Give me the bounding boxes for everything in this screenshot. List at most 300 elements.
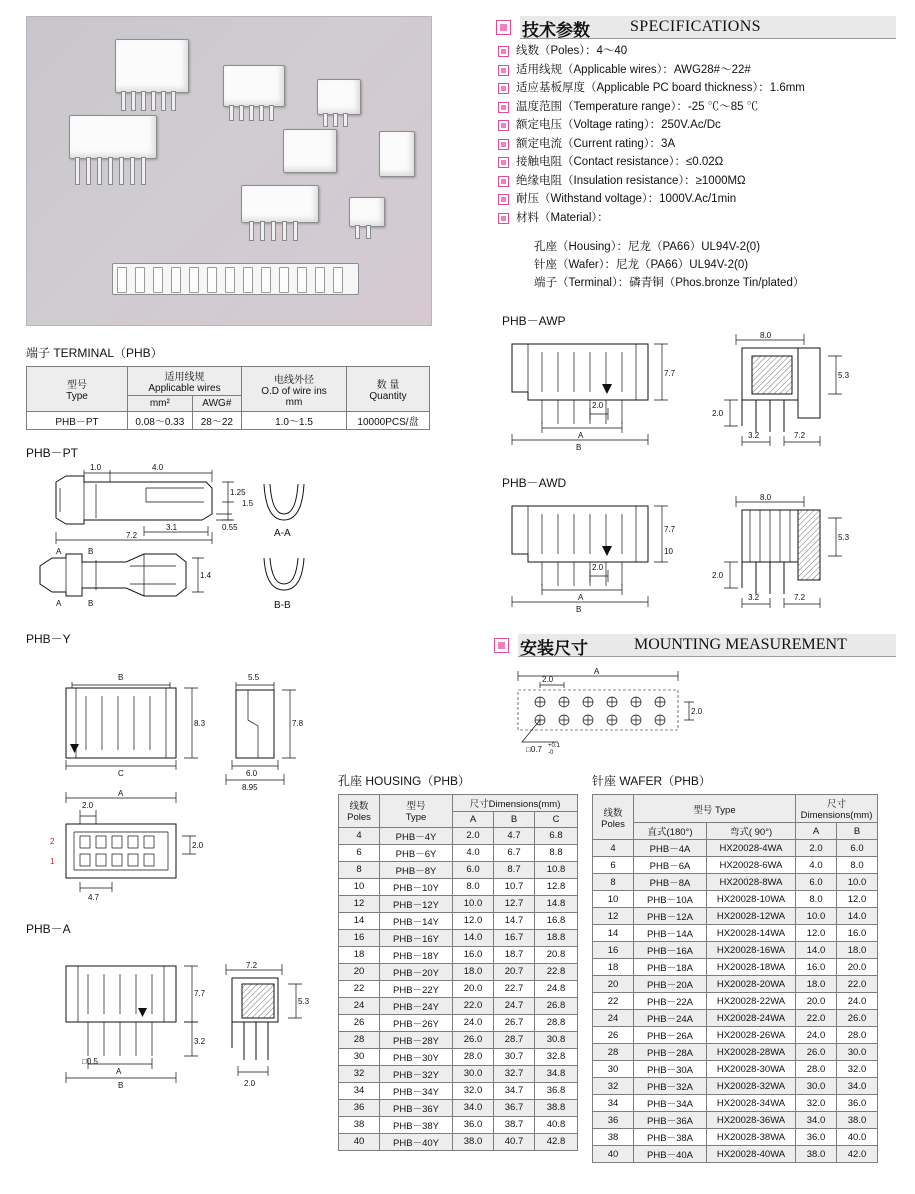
table-row: [593, 925, 878, 942]
cell-a: 2.0: [453, 827, 494, 844]
pink-square-icon: [496, 20, 511, 35]
spec-item: [498, 81, 908, 95]
cell-c: 6.8: [535, 827, 578, 844]
table-row: [593, 1078, 878, 1095]
spec-item: [498, 211, 908, 225]
cell-a: 28.0: [796, 1061, 837, 1078]
cell-poles: 34: [339, 1082, 380, 1099]
cell-c: 16.8: [535, 912, 578, 929]
table-row: [593, 891, 878, 908]
cell-awg: 28～22: [192, 412, 241, 430]
cell-poles: 40: [339, 1133, 380, 1150]
cell-od: 1.0～1.5: [242, 412, 347, 430]
spec-item: [498, 137, 908, 151]
cell-type: PHB－12Y: [380, 895, 453, 912]
cell-b: 32.7: [494, 1065, 535, 1082]
specifications-header: [494, 14, 896, 40]
spec-text: 额定电流（Current rating）：3A: [516, 137, 676, 150]
cell-a: 6.0: [453, 861, 494, 878]
table-row: [593, 840, 878, 857]
cell-straight: PHB－38A: [634, 1129, 707, 1146]
cell-b: 8.0: [837, 857, 878, 874]
cell-a: 34.0: [796, 1112, 837, 1129]
table-row: [593, 1061, 878, 1078]
cell-c: 20.8: [535, 946, 578, 963]
cell-bent: HX20028-28WA: [707, 1044, 796, 1061]
svg-text:5.3: 5.3: [838, 371, 850, 380]
svg-text:7.7: 7.7: [194, 989, 206, 998]
th-mm2: mm²: [128, 396, 193, 412]
material-lines: [534, 238, 804, 292]
cell-bent: HX20028-16WA: [707, 942, 796, 959]
cell-b: 20.0: [837, 959, 878, 976]
cell-b: 12.0: [837, 891, 878, 908]
cell-b: 30.7: [494, 1048, 535, 1065]
th-poles: 线数 Poles: [593, 795, 634, 840]
cell-poles: 32: [593, 1078, 634, 1095]
cell-b: 36.7: [494, 1099, 535, 1116]
cell-straight: PHB－14A: [634, 925, 707, 942]
cell-poles: 16: [593, 942, 634, 959]
cell-poles: 10: [339, 878, 380, 895]
cell-poles: 28: [593, 1044, 634, 1061]
cell-c: 34.8: [535, 1065, 578, 1082]
bullet-square-icon: [498, 213, 509, 224]
phb-pt-label: PHB－PT: [26, 446, 79, 460]
cell-a: 4.0: [453, 844, 494, 861]
table-row: [339, 912, 578, 929]
cell-poles: 10: [593, 891, 634, 908]
cell-bent: HX20028-4WA: [707, 840, 796, 857]
spec-text: 适用线规（Applicable wires）：AWG28#～22#: [516, 63, 751, 76]
cell-a: 26.0: [453, 1031, 494, 1048]
spec-item: [498, 155, 908, 169]
cell-a: 8.0: [453, 878, 494, 895]
th-b: B: [837, 823, 878, 840]
cell-poles: 24: [593, 1010, 634, 1027]
svg-text:-0: -0: [548, 750, 554, 756]
cell-type: PHB－32Y: [380, 1065, 453, 1082]
cell-straight: PHB－18A: [634, 959, 707, 976]
th-a: A: [796, 823, 837, 840]
svg-text:1.5: 1.5: [242, 499, 254, 508]
cell-type: PHB－18Y: [380, 946, 453, 963]
cell-bent: HX20028-32WA: [707, 1078, 796, 1095]
cell-a: 2.0: [796, 840, 837, 857]
cell-c: 38.8: [535, 1099, 578, 1116]
table-row: [593, 942, 878, 959]
th-a: A: [453, 812, 494, 828]
cell-poles: 28: [339, 1031, 380, 1048]
cell-bent: HX20028-30WA: [707, 1061, 796, 1078]
cell-a: 30.0: [453, 1065, 494, 1082]
cell-c: 30.8: [535, 1031, 578, 1048]
cell-c: 12.8: [535, 878, 578, 895]
cell-poles: 6: [593, 857, 634, 874]
svg-text:4.7: 4.7: [88, 893, 100, 902]
table-row: [593, 1129, 878, 1146]
cell-bent: HX20028-12WA: [707, 908, 796, 925]
cell-straight: PHB－36A: [634, 1112, 707, 1129]
cell-straight: PHB－22A: [634, 993, 707, 1010]
spec-item: [498, 192, 908, 206]
cell-poles: 14: [339, 912, 380, 929]
spec-text: 线数（Poles）：4～40: [516, 45, 628, 57]
cell-a: 36.0: [796, 1129, 837, 1146]
cell-type: PHB－10Y: [380, 878, 453, 895]
material-wafer: 针座（Wafer）：尼龙（PA66）UL94V-2(0): [534, 259, 749, 271]
cell-bent: HX20028-22WA: [707, 993, 796, 1010]
table-row: [593, 1146, 878, 1163]
cell-b: 26.0: [837, 1010, 878, 1027]
cell-type: PHB－34Y: [380, 1082, 453, 1099]
cell-b: 38.0: [837, 1112, 878, 1129]
svg-text:B: B: [88, 599, 94, 608]
table-row: [339, 946, 578, 963]
phb-awp-drawing: [498, 330, 898, 450]
phb-awd-label: PHB－AWD: [502, 476, 567, 490]
th-straight: 直式(180°): [634, 823, 707, 840]
svg-text:8.0: 8.0: [760, 493, 772, 502]
cell-straight: PHB－8A: [634, 874, 707, 891]
spec-item: [498, 174, 908, 188]
table-row: [593, 1010, 878, 1027]
cell-poles: 36: [593, 1112, 634, 1129]
cell-b: 22.7: [494, 980, 535, 997]
cell-a: 20.0: [453, 980, 494, 997]
cell-bent: HX20028-36WA: [707, 1112, 796, 1129]
table-row: [593, 1027, 878, 1044]
cell-straight: PHB－6A: [634, 857, 707, 874]
svg-text:A: A: [578, 431, 584, 440]
phb-a-label: PHB－A: [26, 922, 71, 936]
cell-poles: 12: [339, 895, 380, 912]
cell-a: 38.0: [453, 1133, 494, 1150]
spec-text: 温度范围（Temperature range）：-25 ℃～85 ℃: [516, 100, 759, 113]
cell-poles: 38: [339, 1116, 380, 1133]
cell-type: PHB－38Y: [380, 1116, 453, 1133]
spec-text: 耐压（Withstand voltage）：1000V.Ac/1min: [516, 193, 737, 205]
spec-text: 材料（Material）：: [516, 211, 609, 224]
cell-b: 30.0: [837, 1044, 878, 1061]
svg-text:B: B: [576, 443, 582, 450]
cell-a: 16.0: [453, 946, 494, 963]
cell-a: 24.0: [453, 1014, 494, 1031]
cell-poles: 22: [593, 993, 634, 1010]
spec-text: 绝缘电阻（Insulation resistance）：≥1000MΩ: [516, 174, 746, 187]
svg-text:2.0: 2.0: [712, 409, 724, 418]
cell-poles: 38: [593, 1129, 634, 1146]
spec-item: [498, 63, 908, 77]
svg-text:A: A: [56, 599, 62, 608]
specifications-title-cn: 技术参数: [522, 21, 590, 40]
cell-straight: PHB－10A: [634, 891, 707, 908]
table-row: [593, 874, 878, 891]
table-row: [593, 959, 878, 976]
cell-b: 12.7: [494, 895, 535, 912]
table-row: [339, 929, 578, 946]
cell-poles: 18: [339, 946, 380, 963]
cell-b: 26.7: [494, 1014, 535, 1031]
th-dims: 尺寸Dimensions(mm): [453, 795, 578, 812]
svg-text:5.3: 5.3: [838, 533, 850, 542]
phb-awd-drawing: [498, 492, 898, 612]
spec-item: [498, 100, 908, 114]
cell-c: 42.8: [535, 1133, 578, 1150]
cell-poles: 30: [593, 1061, 634, 1078]
svg-text:8.3: 8.3: [194, 719, 206, 728]
cell-bent: HX20028-18WA: [707, 959, 796, 976]
cell-c: 28.8: [535, 1014, 578, 1031]
svg-text:7.2: 7.2: [794, 593, 806, 602]
cell-b: 6.7: [494, 844, 535, 861]
svg-text:7.8: 7.8: [292, 719, 304, 728]
cell-bent: HX20028-6WA: [707, 857, 796, 874]
bullet-square-icon: [498, 120, 509, 131]
spec-text: 适应基板厚度（Applicable PC board thickness）：1.6mm: [516, 82, 805, 94]
cell-b: 8.7: [494, 861, 535, 878]
table-row: [339, 1099, 578, 1116]
cell-a: 22.0: [453, 997, 494, 1014]
cell-poles: 26: [593, 1027, 634, 1044]
svg-text:B: B: [88, 547, 94, 556]
table-row: [339, 997, 578, 1014]
cell-poles: 4: [339, 827, 380, 844]
table-row: [339, 963, 578, 980]
cell-straight: PHB－34A: [634, 1095, 707, 1112]
cell-mm2: 0.08～0.33: [128, 412, 193, 430]
svg-text:2: 2: [50, 837, 55, 846]
svg-text:□0.5: □0.5: [82, 1057, 98, 1066]
cell-poles: 20: [593, 976, 634, 993]
svg-text:7.2: 7.2: [246, 961, 258, 970]
cell-c: 26.8: [535, 997, 578, 1014]
cell-c: 24.8: [535, 980, 578, 997]
cell-type: PHB－36Y: [380, 1099, 453, 1116]
cell-b: 18.7: [494, 946, 535, 963]
specifications-title-en: SPECIFICATIONS: [630, 18, 761, 35]
cell-a: 30.0: [796, 1078, 837, 1095]
cell-b: 16.0: [837, 925, 878, 942]
cell-poles: 8: [593, 874, 634, 891]
cell-a: 24.0: [796, 1027, 837, 1044]
cell-b: 22.0: [837, 976, 878, 993]
cell-bent: HX20028-8WA: [707, 874, 796, 891]
th-b: B: [494, 812, 535, 828]
cell-poles: 36: [339, 1099, 380, 1116]
phb-y-drawing: [26, 648, 326, 908]
svg-text:6.0: 6.0: [246, 769, 258, 778]
svg-text:B: B: [118, 1081, 124, 1090]
svg-text:2.0: 2.0: [712, 571, 724, 580]
cell-a: 32.0: [453, 1082, 494, 1099]
cell-a: 4.0: [796, 857, 837, 874]
th-wires: 适用线规 Applicable wires: [128, 367, 242, 396]
cell-b: 20.7: [494, 963, 535, 980]
table-row: [339, 1133, 578, 1150]
table-row: [593, 993, 878, 1010]
th-poles: 线数 Poles: [339, 795, 380, 828]
cell-a: 12.0: [453, 912, 494, 929]
cell-b: 42.0: [837, 1146, 878, 1163]
table-row: [593, 1044, 878, 1061]
phb-awp-label: PHB－AWP: [502, 314, 566, 328]
table-row: [593, 976, 878, 993]
cell-b: 32.0: [837, 1061, 878, 1078]
cell-b: 14.7: [494, 912, 535, 929]
table-row: [339, 1065, 578, 1082]
wafer-table-label: 针座 WAFER（PHB）: [592, 774, 711, 788]
svg-text:7.7: 7.7: [664, 525, 676, 534]
cell-poles: 12: [593, 908, 634, 925]
th-od: 电线外径 O.D of wire ins mm: [242, 367, 347, 412]
svg-text:4.0: 4.0: [152, 463, 164, 472]
table-row: [339, 861, 578, 878]
bullet-square-icon: [498, 176, 509, 187]
cell-poles: 20: [339, 963, 380, 980]
cell-type: PHB－6Y: [380, 844, 453, 861]
th-bent: 弯式( 90°): [707, 823, 796, 840]
spec-text: 接触电阻（Contact resistance）：≤0.02Ω: [516, 156, 724, 168]
svg-text:10: 10: [664, 547, 673, 556]
cell-a: 18.0: [453, 963, 494, 980]
mounting-header: [492, 632, 896, 658]
cell-straight: PHB－16A: [634, 942, 707, 959]
cell-a: 26.0: [796, 1044, 837, 1061]
terminal-strip: [112, 263, 359, 295]
table-row: [593, 857, 878, 874]
material-terminal: 端子（Terminal）：磷青铜（Phos.bronze Tin/plated）: [534, 277, 805, 289]
svg-text:3.2: 3.2: [748, 593, 760, 602]
table-row: [339, 1031, 578, 1048]
cell-bent: HX20028-26WA: [707, 1027, 796, 1044]
svg-text:A: A: [578, 593, 584, 602]
cell-type: PHB－24Y: [380, 997, 453, 1014]
cell-straight: PHB－30A: [634, 1061, 707, 1078]
cell-b: 10.7: [494, 878, 535, 895]
cell-type: PHB－16Y: [380, 929, 453, 946]
housing-table: [338, 794, 578, 1151]
wafer-table: [592, 794, 878, 1163]
cell-type: PHB－4Y: [380, 827, 453, 844]
cell-poles: 40: [593, 1146, 634, 1163]
table-row: [339, 1014, 578, 1031]
spec-item: [498, 44, 908, 58]
th-awg: AWG#: [192, 396, 241, 412]
svg-text:B: B: [118, 673, 124, 682]
bullet-square-icon: [498, 46, 509, 57]
table-row: [339, 1082, 578, 1099]
cell-bent: HX20028-40WA: [707, 1146, 796, 1163]
th-type: 型号 Type: [380, 795, 453, 828]
cell-a: 22.0: [796, 1010, 837, 1027]
svg-text:0.55: 0.55: [222, 523, 238, 532]
svg-text:2.0: 2.0: [542, 675, 554, 684]
cell-b: 24.0: [837, 993, 878, 1010]
spec-text: 额定电压（Voltage rating）：250V.Ac/Dc: [516, 119, 721, 131]
specifications-list: [498, 44, 908, 229]
cell-c: 18.8: [535, 929, 578, 946]
cell-a: 28.0: [453, 1048, 494, 1065]
th-dims: 尺寸Dimensions(mm): [796, 795, 878, 823]
cell-type: PHB－40Y: [380, 1133, 453, 1150]
cell-poles: 18: [593, 959, 634, 976]
cell-b: 24.7: [494, 997, 535, 1014]
cell-bent: HX20028-14WA: [707, 925, 796, 942]
terminal-section-label: 端子 TERMINAL（PHB）: [26, 346, 163, 360]
mounting-title-cn: 安装尺寸: [520, 639, 588, 658]
cell-bent: HX20028-20WA: [707, 976, 796, 993]
cell-a: 36.0: [453, 1116, 494, 1133]
svg-text:7.2: 7.2: [794, 431, 806, 440]
svg-text:C: C: [118, 769, 124, 778]
cell-bent: HX20028-34WA: [707, 1095, 796, 1112]
cell-b: 6.0: [837, 840, 878, 857]
cell-poles: 32: [339, 1065, 380, 1082]
cell-type: PHB－20Y: [380, 963, 453, 980]
th-qty: 数 量 Quantity: [347, 367, 430, 412]
cell-a: 32.0: [796, 1095, 837, 1112]
cell-c: 10.8: [535, 861, 578, 878]
pink-square-icon: [494, 638, 509, 653]
svg-text:A: A: [116, 1067, 122, 1076]
cell-a: 20.0: [796, 993, 837, 1010]
table-row: [593, 908, 878, 925]
cell-c: 14.8: [535, 895, 578, 912]
cell-poles: 22: [339, 980, 380, 997]
bullet-square-icon: [498, 157, 509, 168]
cell-straight: PHB－24A: [634, 1010, 707, 1027]
cell-straight: PHB－12A: [634, 908, 707, 925]
svg-text:B: B: [576, 605, 582, 612]
cell-b: 14.0: [837, 908, 878, 925]
cell-poles: 34: [593, 1095, 634, 1112]
terminal-table: [26, 366, 430, 430]
cell-b: 28.0: [837, 1027, 878, 1044]
cell-straight: PHB－4A: [634, 840, 707, 857]
phb-a-drawing: [26, 938, 326, 1098]
svg-text:8.95: 8.95: [242, 783, 258, 792]
table-row: [339, 827, 578, 844]
cell-a: 10.0: [453, 895, 494, 912]
svg-text:2.0: 2.0: [592, 401, 604, 410]
cell-b: 34.0: [837, 1078, 878, 1095]
svg-text:1.0: 1.0: [90, 463, 102, 472]
cell-straight: PHB－26A: [634, 1027, 707, 1044]
cell-c: 32.8: [535, 1048, 578, 1065]
svg-text:2.0: 2.0: [691, 707, 703, 716]
bullet-square-icon: [498, 194, 509, 205]
svg-text:1.4: 1.4: [200, 571, 212, 580]
svg-text:A: A: [56, 547, 62, 556]
housing-table-label: 孔座 HOUSING（PHB）: [338, 774, 471, 788]
cell-a: 6.0: [796, 874, 837, 891]
cell-type: PHB－22Y: [380, 980, 453, 997]
svg-text:3.2: 3.2: [748, 431, 760, 440]
cell-a: 8.0: [796, 891, 837, 908]
svg-text:A: A: [594, 667, 600, 676]
cell-poles: 24: [339, 997, 380, 1014]
cell-a: 18.0: [796, 976, 837, 993]
table-row: [593, 1095, 878, 1112]
svg-text:2.0: 2.0: [244, 1079, 256, 1088]
cell-a: 34.0: [453, 1099, 494, 1116]
cell-a: 38.0: [796, 1146, 837, 1163]
mounting-drawing: [492, 664, 752, 764]
hole-size-dim: □0.7: [526, 745, 542, 754]
table-row: [339, 980, 578, 997]
cell-straight: PHB－40A: [634, 1146, 707, 1163]
